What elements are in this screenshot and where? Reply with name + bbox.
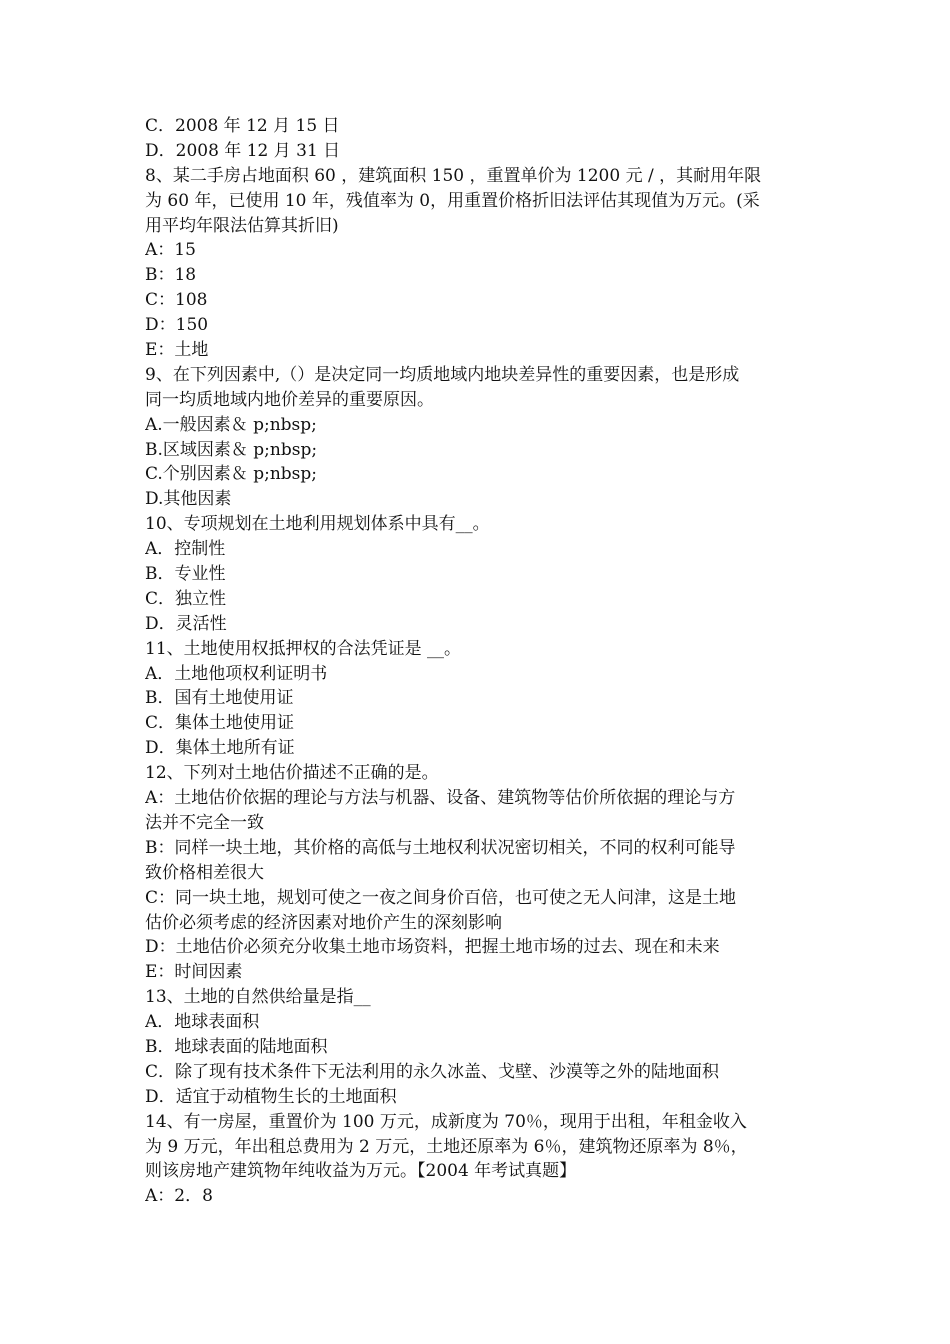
question-12-line: 12、下列对土地估价描述不正确的是。 (145, 763, 439, 784)
option-line: B：18 (145, 265, 197, 286)
question-9-line: 同一均质地域内地价差异的重要原因。 (145, 389, 434, 410)
option-line: 估价必须考虑的经济因素对地价产生的深刻影响 (145, 912, 502, 933)
option-line: 致价格相差很大 (145, 862, 264, 883)
option-line: B.区域因素＆ p;nbsp; (145, 439, 318, 460)
option-line: D．灵活性 (145, 613, 227, 634)
option-line: 法并不完全一致 (145, 812, 264, 833)
option-line: A．土地他项权利证明书 (145, 663, 328, 684)
option-line: D：土地估价必须充分收集土地市场资料，把握土地市场的过去、现在和未来 (145, 937, 720, 958)
question-14-line: 则该房地产建筑物年纯收益为万元。【2004 年考试真题】 (145, 1161, 577, 1182)
option-line: A：土地估价依据的理论与方法与机器、设备、建筑物等估价所依据的理论与方 (145, 788, 736, 809)
option-line: D.其他因素 (145, 489, 232, 510)
option-line: D．适宜于动植物生长的土地面积 (145, 1086, 397, 1107)
question-11-line: 11、土地使用权抵押权的合法凭证是 __。 (145, 638, 462, 659)
option-line: C：同一块土地，规划可使之一夜之间身价百倍，也可使之无人问津，这是土地 (145, 887, 737, 908)
option-line: C．独立性 (145, 588, 227, 609)
question-14-line: 14、有一房屋，重置价为 100 万元，成新度为 70％，现用于出租，年租金收入 (145, 1111, 747, 1132)
option-line: E：时间因素 (145, 962, 243, 983)
option-line: E：土地 (145, 340, 209, 361)
option-line: D．集体土地所有证 (145, 738, 295, 759)
option-line: B：同样一块土地，其价格的高低与土地权利状况密切相关，不同的权利可能导 (145, 837, 736, 858)
question-8-line: 用平均年限法估算其折旧) (145, 215, 339, 236)
text-line: C．2008 年 12 月 15 日 (145, 116, 340, 136)
option-line: A：2．8 (145, 1186, 213, 1207)
option-line: C.个别因素＆ p;nbsp; (145, 464, 317, 485)
question-8-line: 8、某二手房占地面积 60 ，建筑面积 150 ，重置单价为 1200 元 / ，其耐用年限 (145, 165, 762, 186)
option-line: A．地球表面积 (145, 1012, 260, 1033)
document-body (145, 114, 810, 1209)
option-line: A．控制性 (145, 539, 226, 560)
option-line: B．国有土地使用证 (145, 688, 294, 709)
option-line: C．除了现有技术条件下无法利用的永久冰盖、戈壁、沙漠等之外的陆地面积 (145, 1061, 720, 1082)
option-line: D：150 (145, 315, 209, 336)
option-line: A：15 (145, 240, 196, 261)
option-line: B．专业性 (145, 564, 226, 585)
option-line: A.一般因素＆ p;nbsp; (145, 414, 317, 435)
question-13-line: 13、土地的自然供给量是指__ (145, 987, 371, 1008)
question-14-line: 为 9 万元，年出租总费用为 2 万元，土地还原率为 6％，建筑物还原率为 8％， (145, 1136, 748, 1157)
question-10-line: 10、专项规划在土地利用规划体系中具有__。 (145, 514, 490, 535)
question-8-line: 为 60 年，已使用 10 年，残值率为 0，用重置价格折旧法评估其现值为万元。(采 (145, 190, 760, 211)
option-line: C：108 (145, 290, 208, 311)
question-9-line: 9、在下列因素中,（）是决定同一均质地域内地块差异性的重要因素，也是形成 (145, 364, 740, 385)
option-line: C．集体土地使用证 (145, 713, 295, 734)
text-line: D．2008 年 12 月 31 日 (145, 140, 341, 161)
option-line: B．地球表面的陆地面积 (145, 1036, 328, 1057)
